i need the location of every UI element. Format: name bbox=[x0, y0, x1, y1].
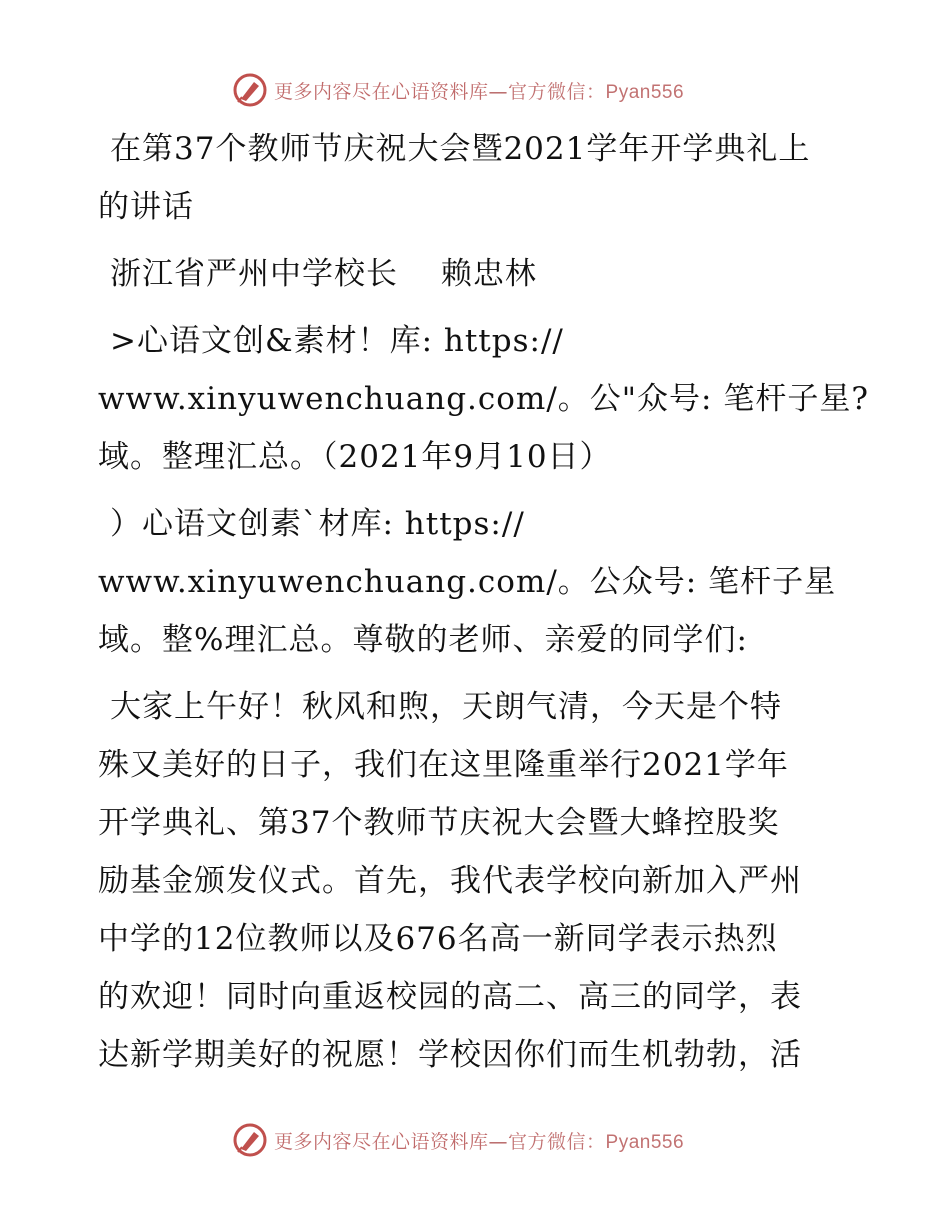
watermark-slogan: 更多内容尽在心语资料库 bbox=[274, 1130, 489, 1153]
watermark-wechat-id: Pyan556 bbox=[605, 81, 685, 103]
watermark-slogan: 更多内容尽在心语资料库 bbox=[274, 80, 489, 103]
watermark-text bbox=[274, 77, 684, 104]
source-line: >心语文创&素材！库: https:// bbox=[110, 323, 564, 359]
paragraph-line: 大家上午好！秋风和煦，天朗气清，今天是个特 bbox=[110, 689, 782, 725]
speech-paragraph bbox=[98, 678, 858, 1084]
source-line: www.xinyuwenchuang.com/。公众号: 笔杆子星 bbox=[98, 564, 837, 600]
watermark-separator: — bbox=[488, 1130, 509, 1153]
source-line: ）心语文创素`材库: https:// bbox=[110, 506, 525, 542]
document-body bbox=[98, 120, 869, 1093]
paragraph-line: 励基金颁发仪式。首先，我代表学校向新加入严州 bbox=[98, 863, 802, 899]
watermark-wechat-label: 官方微信： bbox=[508, 1130, 606, 1153]
paragraph-line: 的欢迎！同时向重返校园的高二、高三的同学，表 bbox=[98, 979, 802, 1015]
source-note-2 bbox=[98, 495, 858, 669]
pen-nib-circle-icon bbox=[232, 72, 268, 108]
pen-nib-circle-icon bbox=[232, 1122, 268, 1158]
paragraph-line: 殊又美好的日子，我们在这里隆重举行2021学年 bbox=[98, 747, 789, 783]
watermark-text bbox=[274, 1127, 684, 1154]
title-line: 的讲话 bbox=[98, 189, 194, 225]
paragraph-line: 开学典礼、第37个教师节庆祝大会暨大蜂控股奖 bbox=[98, 805, 780, 841]
document-title bbox=[98, 120, 858, 236]
title-line: 在第37个教师节庆祝大会暨2021学年开学典礼上 bbox=[110, 131, 811, 167]
source-line: 域。整%理汇总。尊敬的老师、亲爱的同学们: bbox=[98, 622, 748, 658]
header-watermark bbox=[232, 70, 684, 110]
source-line: www.xinyuwenchuang.com/。公"众号: 笔杆子星? bbox=[98, 381, 869, 417]
watermark-separator: — bbox=[488, 80, 509, 103]
author-text: 浙江省严州中学校长 赖忠林 bbox=[110, 256, 537, 292]
source-line: 域。整理汇总。（2021年9月10日） bbox=[98, 439, 612, 475]
paragraph-line: 中学的12位教师以及676名高一新同学表示热烈 bbox=[98, 921, 778, 957]
source-note-1 bbox=[98, 312, 869, 486]
author-line bbox=[98, 245, 858, 303]
footer-watermark bbox=[232, 1120, 684, 1160]
paragraph-line: 达新学期美好的祝愿！学校因你们而生机勃勃，活 bbox=[98, 1037, 802, 1073]
watermark-wechat-label: 官方微信： bbox=[508, 80, 606, 103]
watermark-wechat-id: Pyan556 bbox=[605, 1131, 685, 1153]
